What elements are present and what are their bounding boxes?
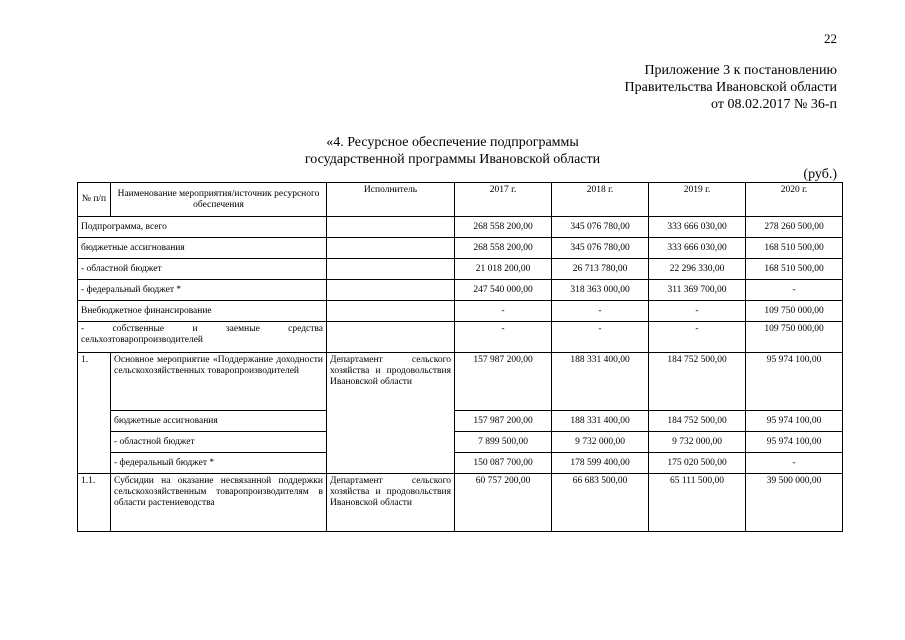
table-row [78,301,843,322]
cell-2020: - [746,453,843,474]
row-num: 1. [78,353,111,474]
row-name: - федеральный бюджет * [78,280,327,301]
cell-2018: 9 732 000,00 [552,432,649,453]
header-2017: 2017 г. [455,183,552,217]
row-name: - областной бюджет [78,259,327,280]
resource-table [77,182,843,532]
table-row [78,238,843,259]
cell-2018: 318 363 000,00 [552,280,649,301]
row-num: 1.1. [78,474,111,532]
cell-2017: 268 558 200,00 [455,217,552,238]
row-executor [327,301,455,322]
row-executor [327,280,455,301]
cell-2018: - [552,301,649,322]
cell-2017: 21 018 200,00 [455,259,552,280]
cell-2020: 278 260 500,00 [746,217,843,238]
cell-2019: 175 020 500,00 [649,453,746,474]
header-2020: 2020 г. [746,183,843,217]
row-name: Основное мероприятие «Поддержание доходности сельскохозяйственных товаропроизводителей [111,353,327,411]
header-executor: Исполнитель [327,183,455,217]
cell-2019: 184 752 500,00 [649,353,746,411]
table-header-row [78,183,843,217]
cell-2019: 184 752 500,00 [649,411,746,432]
cell-2018: 26 713 780,00 [552,259,649,280]
table-row [78,353,843,411]
row-executor: Департамент сельского хозяйства и продовольствия Ивановской области [327,474,455,532]
cell-2018: 66 683 500,00 [552,474,649,532]
cell-2018: 188 331 400,00 [552,411,649,432]
cell-2020: 168 510 500,00 [746,238,843,259]
header-name: Наименование мероприятия/источник ресурсного обеспечения [111,183,327,217]
cell-2017: 150 087 700,00 [455,453,552,474]
row-executor [327,238,455,259]
cell-2019: - [649,301,746,322]
table-row [78,474,843,532]
cell-2017: 247 540 000,00 [455,280,552,301]
document-title [0,134,905,168]
cell-2019: 9 732 000,00 [649,432,746,453]
cell-2020: - [746,280,843,301]
cell-2019: 65 111 500,00 [649,474,746,532]
cell-2019: 22 296 330,00 [649,259,746,280]
row-executor [327,259,455,280]
header-2018: 2018 г. [552,183,649,217]
cell-2018: 188 331 400,00 [552,353,649,411]
appendix-line-3: от 08.02.2017 № 36-п [711,97,837,112]
page-number: 22 [824,31,837,46]
appendix-note [625,62,837,113]
table-row [78,280,843,301]
currency-unit: (руб.) [803,167,837,182]
cell-2019: 333 666 030,00 [649,217,746,238]
title-line-1: «4. Ресурсное обеспечение подпрограммы [326,135,579,150]
cell-2019: 311 369 700,00 [649,280,746,301]
row-name: - областной бюджет [111,432,327,453]
cell-2020: 95 974 100,00 [746,432,843,453]
row-name: Субсидии на оказание несвязанной поддержки сельскохозяйственным товаропроизводителям в области растениеводства [111,474,327,532]
row-name: Подпрограмма, всего [78,217,327,238]
row-name: бюджетные ассигнования [78,238,327,259]
row-executor: Департамент сельского хозяйства и продовольствия Ивановской области [327,353,455,474]
cell-2020: 168 510 500,00 [746,259,843,280]
cell-2019: 333 666 030,00 [649,238,746,259]
title-line-2: государственной программы Ивановской области [304,152,601,167]
row-name: - федеральный бюджет * [111,453,327,474]
cell-2020: 109 750 000,00 [746,301,843,322]
cell-2017: 268 558 200,00 [455,238,552,259]
appendix-line-1: Приложение 3 к постановлению [644,63,837,78]
row-executor [327,217,455,238]
cell-2017: 60 757 200,00 [455,474,552,532]
cell-2017: - [455,301,552,322]
cell-2017: 7 899 500,00 [455,432,552,453]
cell-2017: 157 987 200,00 [455,411,552,432]
cell-2020: 109 750 000,00 [746,322,843,353]
table-row [78,411,843,432]
row-name: бюджетные ассигнования [111,411,327,432]
cell-2017: - [455,322,552,353]
cell-2017: 157 987 200,00 [455,353,552,411]
cell-2018: - [552,322,649,353]
cell-2020: 95 974 100,00 [746,411,843,432]
table-row [78,322,843,353]
appendix-line-2: Правительства Ивановской области [624,80,837,95]
row-name: - собственные и заемные средства сельхозтоваропроизводителей [78,322,327,353]
cell-2020: 39 500 000,00 [746,474,843,532]
cell-2018: 178 599 400,00 [552,453,649,474]
header-num: № п/п [78,183,111,217]
cell-2019: - [649,322,746,353]
table-row [78,217,843,238]
row-name: Внебюджетное финансирование [78,301,327,322]
table-row [78,453,843,474]
table-row [78,432,843,453]
table-row [78,259,843,280]
cell-2018: 345 076 780,00 [552,238,649,259]
header-2019: 2019 г. [649,183,746,217]
cell-2020: 95 974 100,00 [746,353,843,411]
cell-2018: 345 076 780,00 [552,217,649,238]
row-executor [327,322,455,353]
